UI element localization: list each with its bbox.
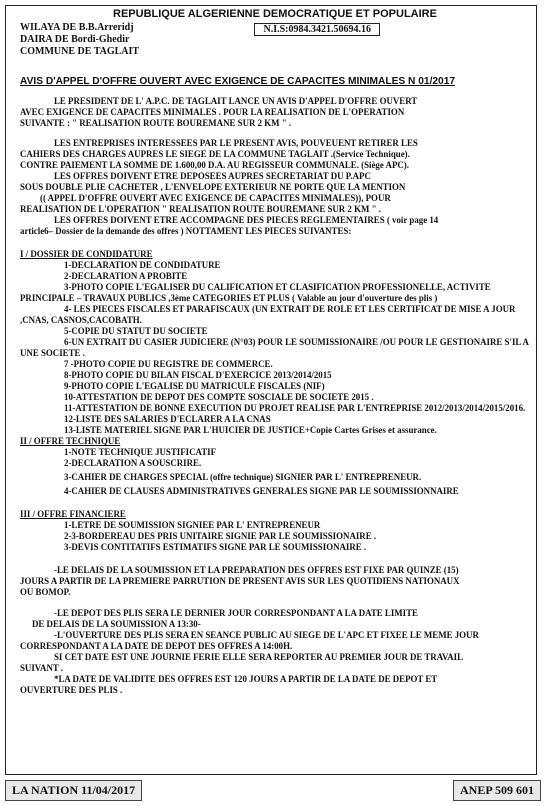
list-item: 8-PHOTO COPIE DU BILAN FISCAL D'EXERCICE 2013/2014/2015 <box>64 370 332 380</box>
list-item: 12-LISTE DES SALARIES D'ECLARER A LA CNAS <box>64 414 271 424</box>
entreprises-line: LES ENTREPRISES INTERESSEES PAR LE PRESENT AVIS, POUVEUENT RETIRER LES <box>54 138 418 148</box>
condition-line: DE DELAIS DE LA SOUMISSION A 13:30- <box>32 619 201 629</box>
daira-line: DAIRA DE Bordi-Ghedir <box>20 34 130 45</box>
intro-line: LE PRESIDENT DE L' A.P.C. DE TAGLAIT LANCE UN AVIS D'APPEL D'OFFRE OUVERT <box>54 96 418 106</box>
republic-heading: REPUBLIQUE ALGERIENNE DEMOCRATIQUE ET POPULAIRE <box>113 8 437 20</box>
list-item: 1-DECLARATION DE CONDIDATURE <box>64 260 221 270</box>
intro-line: SUIVANTE : " REALISATION ROUTE BOUREMANE SUR 2 KM " . <box>20 118 292 128</box>
list-item: 2-DECLARATION A PROBITE <box>64 271 188 281</box>
condition-line: -LE DEPOT DES PLIS SERA LE DERNIER JOUR CORRESPONDANT A LA DATE LIMITE <box>54 608 418 618</box>
entreprises-line: CAHIERS DES CHARGES AUPRES LE SIEGE DE LA COMMUNE TAGLAIT .(Service Technique). <box>20 149 410 159</box>
entreprises-line: REALISATION DE L'OPERATION " REALISATION ROUTE BOUREMANE SUR 2 KM " . <box>20 204 381 214</box>
nis-box: N.I.S:0984.3421.50694.16 <box>254 23 380 36</box>
section-heading: III / OFFRE FINANCIERE <box>20 509 126 519</box>
list-item: 3-PHOTO COPIE L'EGALISER DU CALIFICATION ET CLASIFICATION PROFESSIONELLE, ACTIVITE PRINCIPALE – TRAVAUX PUBLICS ,3ème CATEGORIES ET PLUS ( Valable au jour d'ouverture des plis ) <box>20 282 491 303</box>
entreprises-line: article6– Dossier de la demande des offres ) NOTTAMENT LES PIECES SUIVANTES: <box>20 226 352 236</box>
list-item: 3-CAHIER DE CHARGES SPECIAL (offre technique) SIGNIER PAR L' ENTREPRENEUR. <box>64 472 422 482</box>
intro-line: AVEC EXIGENCE DE CAPACITES MINIMALES . POUR LA REALISATION DE L'OPERATION <box>20 107 405 117</box>
newspaper-label: LA NATION 11/04/2017 <box>5 780 142 801</box>
condition-line: -LE DELAIS DE LA SOUMISSION ET LA PREPARATION DES OFFRES EST FIXE PAR QUINZE (15) <box>54 565 459 575</box>
entreprises-line: SOUS DOUBLE PLIE CACHETER , L'ENVELOPE EXTERIEUR NE PORTE QUE LA MENTION <box>20 182 406 192</box>
header-row <box>20 22 530 58</box>
list-item: 2-3-BORDEREAU DES PRIS UNITAIRE SIGNIE PAR LE SOUMISSIONAIRE . <box>64 531 377 541</box>
condition-line: SI CET DATE EST UNE JOURNIE FERIE ELLE SERA REPORTER AU PREMIER JOUR DE TRAVAIL <box>54 652 464 662</box>
entreprises-line: LES OFFRES DOIVENT ETRE DEPOSEES AUPRES SECRETARIAT DU P.APC <box>54 171 371 181</box>
condition-line: JOURS A PARTIR DE LA PREMIERE PARRUTION DE PRESENT AVIS SUR LES QUOTIDIENS NATIONAUX <box>20 576 460 586</box>
condition-line: OU BOMOP. <box>20 587 71 597</box>
notice-title: AVIS D'APPEL D'OFFRE OUVERT AVEC EXIGENCE DE CAPACITES MINIMALES N 01/2017 <box>20 76 456 87</box>
section-financiere <box>20 509 530 553</box>
list-item: 1-LETRE DE SOUMISSION SIGNIEE PAR L' ENTREPRENEUR <box>64 520 321 530</box>
delai-paragraph <box>20 565 530 598</box>
condition-line: CORRESPONDANT A LA DATE DE DEPOT DES OFFRES A 14:00H. <box>20 641 293 651</box>
entreprises-line: CONTRE PAIEMENT LA SOMME DE 1.600,00 D.A. AU REGISSEUR COMMUNALE. (Siège APC). <box>20 160 409 170</box>
condition-line: *LA DATE DE VALIDITE DES OFFRES EST 120 JOURS A PARTIR DE LA DATE DE DEPOT ET <box>54 674 438 684</box>
list-item: 6-UN EXTRAIT DU CASIER JUDICIERE (N°03) POUR LE SOUMISSIONAIRE /OU POUR LE GESTIONAIRE S'IL A UNE SOCIETE . <box>20 337 529 358</box>
entreprises-line: (( APPEL D'OFFRE OUVERT AVEC EXIGENCE DE CAPACITES MINIMALES)), POUR <box>40 193 391 203</box>
list-item: 10-ATTESTATION DE DEPOT DES COMPTE SOSCIALE DE SOCIETE 2015 . <box>64 392 374 402</box>
list-item: 11-ATTESTATION DE BONNE EXECUTION DU PROJET REALISE PAR L'ENTREPRISE 2012/2013/2014/2015/2016. <box>64 403 526 413</box>
section-heading: II / OFFRE TECHNIQUE <box>20 436 121 446</box>
section-heading: I / DOSSIER DE CONDIDATURE <box>20 249 153 259</box>
condition-line: -L'OUVERTURE DES PLIS SERA EN SEANCE PUBLIC AU SIEGE DE L'APC ET FIXEE LE MEME JOUR <box>54 630 479 640</box>
intro-paragraph <box>20 96 530 129</box>
footer-bar <box>5 780 541 801</box>
entreprises-paragraph <box>20 138 530 237</box>
condition-line: SUIVANT . <box>20 663 64 673</box>
commune-line: COMMUNE DE TAGLAIT <box>20 46 140 57</box>
depot-paragraph <box>20 608 530 696</box>
section-technique <box>20 436 530 497</box>
entreprises-line: LES OFFRES DOIVENT ETRE ACCOMPAGNE DES PIECES REGLEMENTAIRES ( voir page 14 <box>54 215 439 225</box>
list-item: 9-PHOTO COPIE L'EGALISE DU MATRICULE FISCALES (NIF) <box>64 381 325 391</box>
list-item: 7 -PHOTO COPIE DU REGISTRE DE COMMERCE. <box>64 359 273 369</box>
list-item: 4-CAHIER DE CLAUSES ADMINISTRATIVES GENERALES SIGNE PAR LE SOUMISSIONNAIRE <box>64 486 459 496</box>
wilaya-line: WILAYA DE B.B.Arreridj <box>20 22 134 33</box>
notice-body <box>20 9 530 696</box>
list-item: 4- LES PIECES FISCALES ET PARAFISCAUX (UN EXTRAIT DE ROLE ET LES CERTIFICAT DE MISE A JOUR ,CNAS, CASNOS,CACOBATH. <box>20 304 516 325</box>
section-candidature <box>20 249 530 436</box>
list-item: 1-NOTE TECHNIQUE JUSTIFICATIF <box>64 447 217 457</box>
condition-line: OUVERTURE DES PLIS . <box>20 685 123 695</box>
list-item: 3-DEVIS CONTITATIFS ESTIMATIFS SIGNE PAR LE SOUMISSIONAIRE . <box>64 542 367 552</box>
list-item: 2-DECLARATION A SOUSCRIRE. <box>64 458 202 468</box>
anep-label: ANEP 509 601 <box>453 780 541 801</box>
list-item: 5-COPIE DU STATUT DU SOCIETE <box>64 326 208 336</box>
administration-block <box>20 22 139 58</box>
list-item: 13-LISTE MATERIEL SIGNE PAR L'HUICIER DE JUSTICE+Copie Cartes Grises et assurance. <box>64 425 437 435</box>
